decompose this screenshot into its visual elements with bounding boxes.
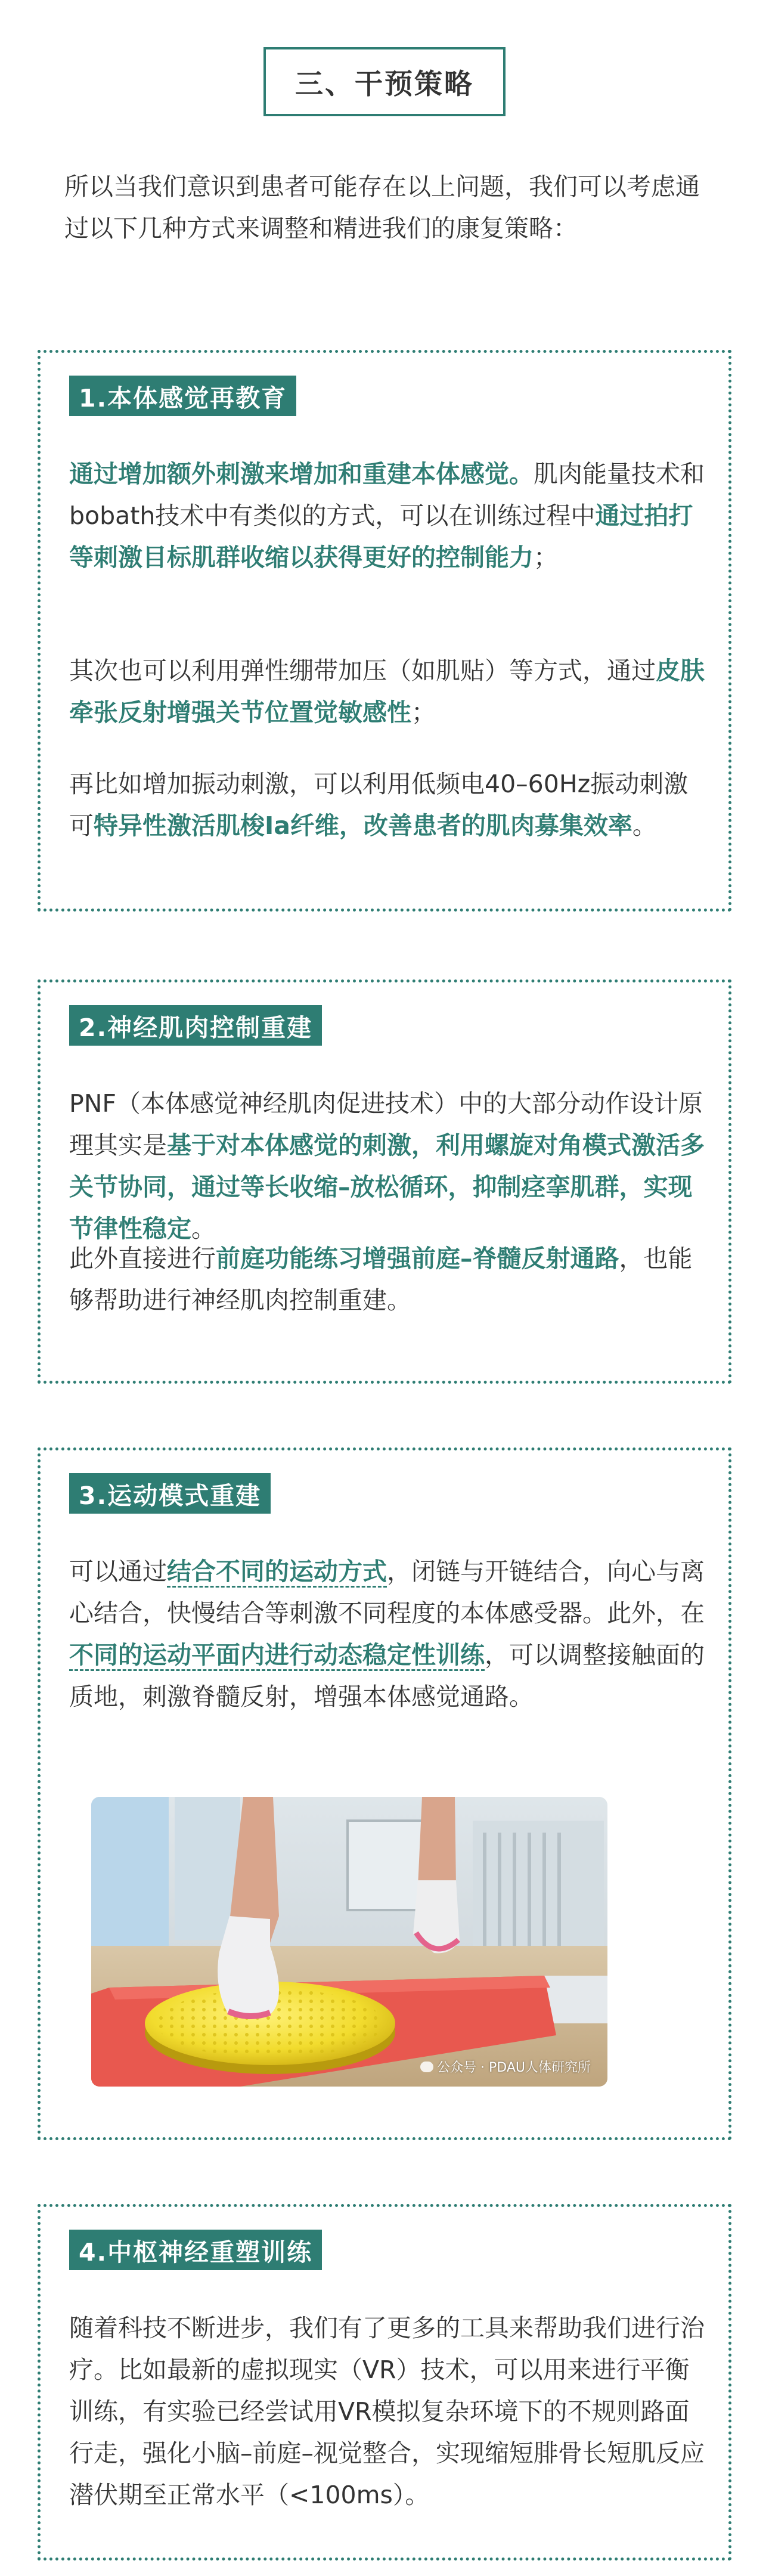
highlight-text: 特异性激活肌梭Ia纤维，改善患者的肌肉募集效率 [94,811,632,840]
highlight-text: 通过拍打等刺激目标肌群收缩以获得更好的控制能力 [69,501,693,572]
body-text: 其次也可以利用弹性绷带加压（如肌贴）等方式，通过 [69,656,656,685]
body-text: 肌肉能量技术和bobath技术中有类似的方式，可以在训练过程中 [69,460,705,530]
highlight-text: 前庭功能练习增强前庭–脊髓反射通路 [216,1244,619,1273]
body-text: ，闭链与开链结合，向心与离心结合，快慢结合等刺激不同程度的本体感受器。此外， [69,1557,705,1628]
body-text: 。 [191,1214,216,1243]
section-badge-1: 1.本体感觉再教育 [69,376,296,416]
paragraph-4-1: 随着科技不断进步，我们有了更多的工具来帮助我们进行治疗。比如最新的虚拟现实（VR）技术，可以用来进行平衡训练，有实验已经尝试用VR模拟复杂环境下的不规则路面行走，强化小脑–前庭–视觉整合，实现缩短腓骨长短肌反应潜伏期至正常水平（<100ms）。 [69,2314,705,2509]
strategy-card-1 [38,350,731,912]
section-badge-2: 2.神经肌肉控制重建 [69,1005,322,1046]
body-text: 此外直接进行 [69,1244,216,1273]
section-title: 三、干预策略 [263,47,506,116]
paragraph-3-1 [69,1551,706,1718]
strategy-card-4 [38,2204,731,2560]
body-text: 在 [680,1599,705,1628]
highlight-text: 基于对本体感觉的刺激，利用螺旋对角模式激活多关节协同，通过等长收缩–放松循环，抑制痉挛肌群，实现节律性稳定 [69,1131,705,1243]
watermark [420,2057,591,2076]
wechat-icon [420,2062,433,2072]
body-text: ，也能够帮助进行神经肌肉控制重建。 [69,1244,693,1315]
paragraph-1-3 [69,763,706,847]
body-text: PNF（本体感觉神经肌肉促进技术）中的大部分动作设计原理其实是 [69,1089,703,1160]
highlight-text: 通过增加额外刺激来增加和重建本体感觉。 [69,460,534,488]
body-text: 。 [632,811,657,840]
balance-training-photo [91,1797,607,2087]
section-badge-4: 4.中枢神经重塑训练 [69,2230,322,2270]
paragraph-1-2 [69,650,706,733]
highlight-text: 皮肤牵张反射增强关节位置觉敏感性 [69,656,705,727]
balance-disc-illustration [91,1797,607,2087]
body-text: ； [534,543,558,572]
body-text: ，可以调整接触面的质地，刺激脊髓反射，增强本体感觉通路。 [69,1641,705,1711]
paragraph-2-2 [69,1238,706,1321]
highlight-text: 不同的运动平面内进行动态稳定性训练 [69,1641,485,1671]
strategy-card-2 [38,979,731,1384]
paragraph-2-1 [69,1083,706,1250]
body-text: 可以通过 [69,1557,167,1586]
section-badge-3: 3.运动模式重建 [69,1473,271,1514]
highlight-text: 结合不同的运动方式 [167,1557,387,1588]
watermark-text: 公众号 · PDAU人体研究所 [437,2060,591,2075]
body-text: 再比如增加振动刺激，可以利用低频电40–60Hz振动刺激可 [69,770,689,840]
paragraph-1-1 [69,453,706,578]
intro-paragraph: 所以当我们意识到患者可能存在以上问题，我们可以考虑通过以下几种方式来调整和精进我们的康复策略： [64,172,700,243]
body-text: ； [411,698,436,727]
